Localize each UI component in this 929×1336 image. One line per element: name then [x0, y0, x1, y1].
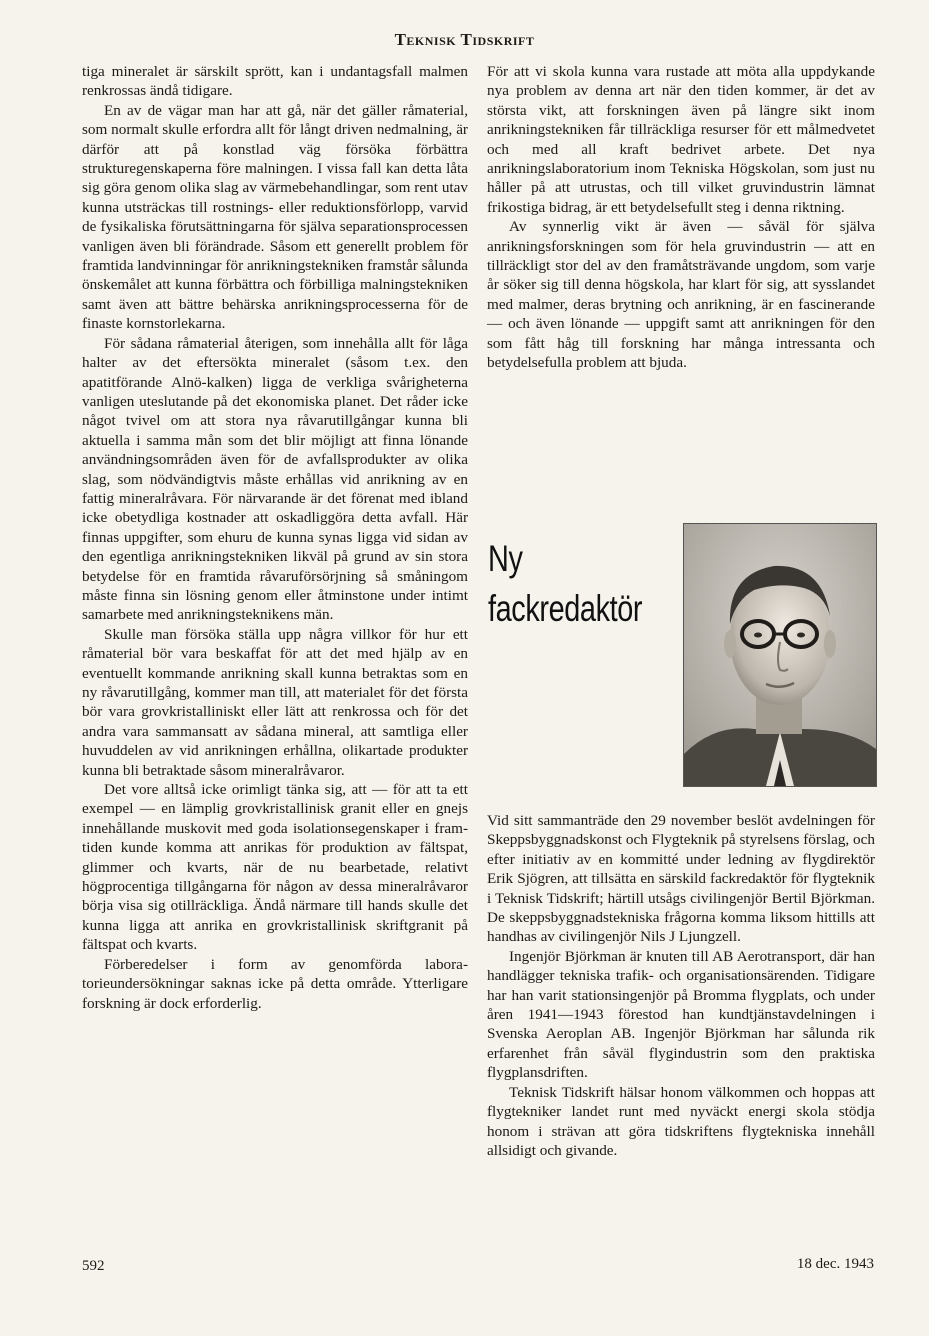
paragraph: Förberedelser i form av genomförda laboratorieundersökningar saknas icke på detta område. Ytterligare forskning är dock erforderlig.	[82, 955, 468, 1012]
left-column	[82, 62, 468, 1013]
issue-date: 18 dec. 1943	[796, 1256, 874, 1272]
portrait-photo	[683, 523, 877, 787]
paragraph: Teknisk Tidskrift hälsar honom välkommen och hoppas att flygtekniker landet runt med nyväckt energi skola stödja honom i strävan att göra tidskriftens flygtekniska innehåll allsidigt och givande.	[487, 1083, 875, 1159]
page-number: 592	[82, 1258, 105, 1274]
paragraph: För sådana råmaterial återigen, som innehålla allt för låga halter av det eftersökta mineralet (såsom t.ex. den apatitförande Alnö-kalken) ligga de verkliga svårigheterna vanligen uteslutande på det ekonomiska planet. Det råder icke något tvivel om att stora nya råvarutillgångar kunna bli aktuella i samma mån som det blir möjligt att finna lönande användningsområden även för de avfallsprodukter av olika slag, som nödvändigtvis måste erhållas vid anrikning av en fattig mineralråvara. För närvarande är det förenat med ibland icke obetydliga kostnader att oskadliggöra detta avfall. Här finnas uppgifter, som ehuru de kunna synas ligga vid sidan av den egentliga anrikningstekniken likväl på grund av sin stora betydelse för en framtida råvaruförsörjning så småningom måste finna sin lösning genom eller åtminstone under intimt samarbete med anrikningsteknikens män.	[82, 334, 468, 624]
portrait-illustration	[684, 524, 876, 786]
paragraph: Skulle man försöka ställa upp några villkor för hur ett råmaterial bör vara beskaffat för att det med hjälp av en eventuellt kommande anrikning skall kunna betraktas som en ny råvarutillgång, kommer man till, att materialet för det första bör vara grovkristalliniskt eller lätt att renkrossa och för det andra vara sammansatt av sådana mineral, att samtliga eller huvuddelen av vid anrikningen erhållna, olikartade produkter kunna bli betraktade såsom mineralråvaror.	[82, 625, 468, 779]
headline-line-1: Ny	[488, 538, 523, 579]
paragraph: Av synnerlig vikt är även — såväl för själva anrikningsforskningen som för hela gruvindustrin — att en tillräckligt stor del av den framåtsträvande ungdom, som varje år söker sig till denna högskola, har klart för sig, att sysslandet med malmer, deras brytning och anrikning, är en fascinerande — och även lönande — uppgift samt att anrikningen för den som fått håg till forskning har många intressanta och betydelsefulla problem att bjuda.	[487, 218, 875, 372]
paragraph: En av de vägar man har att gå, när det gäller råmaterial, som normalt skulle erfordra allt för långt driven nedmalning, är därför att på konstlad väg försöka förbättra strukturegenskaperna före malningen. I vissa fall kan detta låta sig göra genom olika slag av värmebehandlingar, som rent utav kunna utsträckas till rostnings- eller reduktionsförlopp, varvid de fysikaliska förutsättningarna för själva separationsprocessen vanligen även bli förändrade. Såsom ett generellt problem för framtida landvinningar för anrikningstekniken framstår sålunda önskemålet att kunna förbättra och förbilliga malningstekniken samt även att bättre behärska anrikningsprocesserna för de finaste kornstorlekarna.	[82, 101, 468, 333]
paragraph: Det vore alltså icke orimligt tänka sig, att — för att ta ett exempel — en lämplig grovkristallinisk granit eller en gnejs innehållande muskovit med goda isolationsegenskaper i framtiden kunde komma att anrikas för produktion av fältspat, glimmer och kvarts, när de nu bearbetade, relativt högprocentiga tillgångarna för någon av dessa mineralråvaror börja visa sig otillräckliga. Ändå närmare till hands skulle det kunna ligga att anrika en grovkristallinisk skriftgranit på fältspat och kvarts.	[82, 781, 468, 954]
paragraph: För att vi skola kunna vara rustade att möta alla uppdykande nya problem av denna art när den tiden kommer, är det av största vikt, att forskningen även på längre sikt inom anrikningstekniken får tillräckliga resurser för ett målmedvetet och med all kraft bedrivet arbete. Det nya anrikningslaboratorium inom Tekniska Högskolan, som just nu håller på att utrustas, och till vilket gruvindustrin lämnat frikostiga bidrag, är ett betydelsefullt steg i denna riktning.	[487, 63, 875, 216]
paragraph: Vid sitt sammanträde den 29 november beslöt avdelningen för Skeppsbyggnadskonst och Flygteknik på styrelsens förslag, och efter initiativ av en kommitté under ledning av flygdirektör Erik Sjögren, att tillsätta en särskild fackredaktör för flygteknik i Teknisk Tidskrift; härtill utsågs civilingenjör Bertil Björkman. De skeppsbyggnadstekniska frågorna komma liksom hittills att handhas av civilingenjör Nils J Ljungzell.	[487, 812, 875, 946]
paragraph: Ingenjör Björkman är knuten till AB Aerotransport, där han handlägger tekniska trafik- och organisationsärenden. Tidigare har han varit stationsingenjör på Bromma flygplats, och under åren 1941—1943 förestod han kundtjänstavdelningen i Svenska Aeroplan AB. Ingenjör Björkman har sålunda rik erfarenhet från såväl flygindustrin som den praktiska flygplansdriften.	[487, 947, 875, 1082]
running-head: Teknisk Tidskrift	[394, 30, 535, 49]
announcement-headline	[488, 534, 642, 634]
headline-line-2: fackredaktör	[488, 588, 643, 629]
announcement-body	[487, 811, 875, 1160]
paragraph: tiga mineralet är särskilt sprött, kan i undantagsfall malmen renkrossas ändå tidigare.	[82, 63, 468, 100]
right-column-top	[487, 62, 875, 373]
